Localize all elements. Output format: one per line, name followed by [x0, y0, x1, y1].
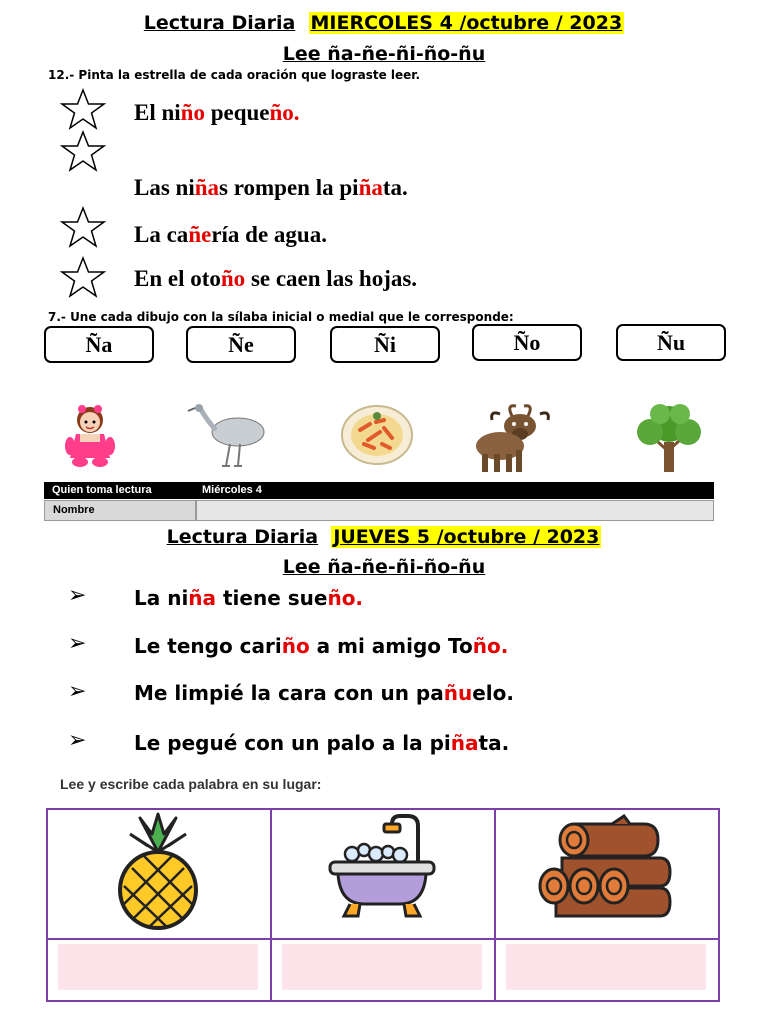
pineapple-icon: [110, 812, 206, 930]
day2-instruction: Lee y escribe cada palabra en su lugar:: [60, 776, 322, 792]
day1-sentence: [134, 100, 300, 126]
sentence-text: Le tengo cari: [134, 634, 282, 658]
arrow-bullet-icon: ➢: [68, 631, 87, 656]
rhea-bird-icon: [186, 402, 268, 470]
day1-title-date: MIERCOLES 4 /octubre / 2023: [310, 12, 623, 34]
sentence-text: elo.: [472, 681, 514, 705]
sentence-text: En el oto: [134, 266, 221, 291]
sentence-text: La ni: [134, 586, 189, 610]
arrow-bullet-icon: ➢: [68, 583, 87, 608]
day2-sentence: [134, 586, 363, 610]
sentence-syllable: ñe: [188, 222, 212, 247]
sentence-text: peque: [204, 100, 270, 125]
sentence-syllable: ño.: [472, 634, 509, 658]
day1-instruction-2: 7.- Une cada dibujo con la sílaba inicial o medial que le corresponde:: [48, 310, 514, 324]
syllable-box[interactable]: Ñe: [186, 326, 296, 363]
sentence-syllable: ño: [281, 634, 310, 658]
sentence-text: tiene sue: [216, 586, 328, 610]
syllable-box[interactable]: Ño: [472, 324, 582, 361]
sentence-text: ta.: [382, 175, 408, 200]
sentence-text: se caen las hojas.: [245, 266, 418, 291]
star-icon[interactable]: [60, 130, 106, 172]
day2-sentence: [134, 681, 514, 705]
syllable-box[interactable]: Ñu: [616, 324, 726, 361]
sentence-text: ta.: [478, 731, 510, 755]
gnu-icon: [470, 402, 554, 474]
sentence-syllable: ña: [188, 586, 217, 610]
day1-subtitle: Lee ña-ñe-ñi-ño-ñu: [282, 43, 486, 65]
name-label-cell: [44, 500, 196, 521]
day1-sentence: [134, 175, 408, 201]
sentence-syllable: ño: [220, 266, 246, 291]
day1-sentence: [134, 266, 417, 292]
arrow-bullet-icon: ➢: [68, 728, 87, 753]
sentence-text: Le pegué con un palo a la pi: [134, 731, 451, 755]
day2-sentence: [134, 731, 509, 755]
day1-title: [0, 12, 768, 34]
sentence-syllable: ño.: [269, 100, 300, 125]
answer-input[interactable]: [506, 944, 706, 990]
pasta-plate-icon: [340, 404, 414, 466]
reader-label: Quien toma lectura: [52, 484, 152, 496]
day2-title-date: JUEVES 5 /octubre / 2023: [333, 526, 600, 548]
name-label: Nombre: [53, 504, 95, 516]
answer-input[interactable]: [282, 944, 482, 990]
reader-date: Miércoles 4: [202, 484, 262, 496]
tree-icon: [632, 402, 706, 474]
day2-sentence: [134, 634, 508, 658]
reader-table-header: [44, 482, 714, 499]
star-icon[interactable]: [60, 88, 106, 130]
sentence-syllable: ña: [358, 175, 383, 200]
day2-title: [0, 526, 768, 548]
logs-icon: [534, 814, 674, 922]
star-icon[interactable]: [60, 206, 106, 248]
day1-title-prefix: Lectura Diaria: [143, 12, 296, 34]
answer-input[interactable]: [58, 944, 258, 990]
sentence-syllable: ña: [450, 731, 479, 755]
syllable-box[interactable]: Ña: [44, 326, 154, 363]
sentence-text: ría de agua.: [211, 222, 327, 247]
sentence-syllable: ña: [194, 175, 220, 200]
sentence-syllable: ño.: [327, 586, 364, 610]
sentence-syllable: ño: [180, 100, 205, 125]
sentence-text: El ni: [134, 100, 181, 125]
name-input-cell[interactable]: [196, 500, 714, 521]
sentence-text: Las ni: [134, 175, 195, 200]
day2-subtitle: Lee ña-ñe-ñi-ño-ñu: [282, 556, 486, 578]
arrow-bullet-icon: ➢: [68, 679, 87, 704]
sentence-text: Me limpié la cara con un pa: [134, 681, 444, 705]
sentence-text: s rompen la pi: [219, 175, 359, 200]
day1-instruction: 12.- Pinta la estrella de cada oración que lograste leer.: [48, 68, 421, 82]
bathtub-icon: [326, 812, 438, 922]
day2-title-prefix: Lectura Diaria: [166, 526, 319, 548]
sentence-text: a mi amigo To: [309, 634, 473, 658]
sentence-syllable: ñu: [443, 681, 473, 705]
syllable-box[interactable]: Ñi: [330, 326, 440, 363]
doll-icon: [56, 404, 124, 468]
star-icon[interactable]: [60, 256, 106, 298]
sentence-text: La ca: [134, 222, 189, 247]
day1-sentence: [134, 222, 327, 248]
